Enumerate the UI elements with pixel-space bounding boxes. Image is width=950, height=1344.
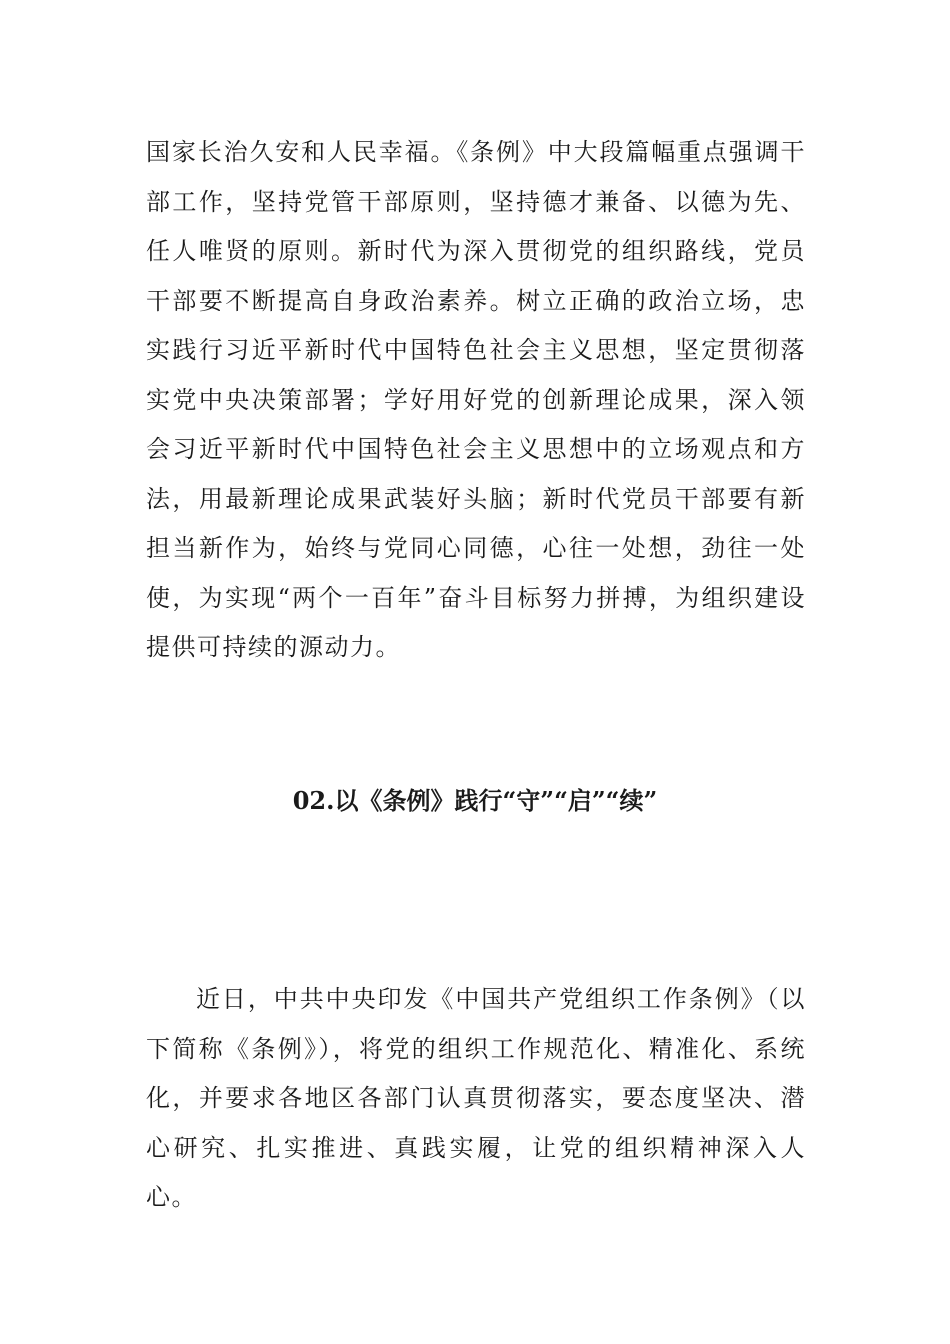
section-heading: 02.以《条例》践行“守”“启”“续” [292, 786, 658, 815]
body-paragraph-continued: 国家长治久安和人民幸福。《条例》中大段篇幅重点强调干部工作，坚持党管干部原则，坚持德才兼备、以德为先、任人唯贤的原则。新时代为深入贯彻党的组织路线，党员干部要不断提高自身政治素养。树立正确的政治立场，忠实践行习近平新时代中国特色社会主义思想，坚定贯彻落实党中央决策部署；学好用好党的创新理论成果，深入领会习近平新时代中国特色社会主义思想中的立场观点和方法，用最新理论成果武装好头脑；新时代党员干部要有新担当新作为，始终与党同心同德，心往一处想，劲往一处使，为实现“两个一百年”奋斗目标努力拼搏，为组织建设提供可持续的源动力。 [146, 138, 806, 661]
body-paragraph-intro: 近日，中共中央印发《中国共产党组织工作条例》（以下简称《条例》），将党的组织工作规范化、精准化、系统化，并要求各地区各部门认真贯彻落实，要态度坚决、潜心研究、扎实推进、真践实履，让党的组织精神深入人心。 [146, 985, 806, 1211]
